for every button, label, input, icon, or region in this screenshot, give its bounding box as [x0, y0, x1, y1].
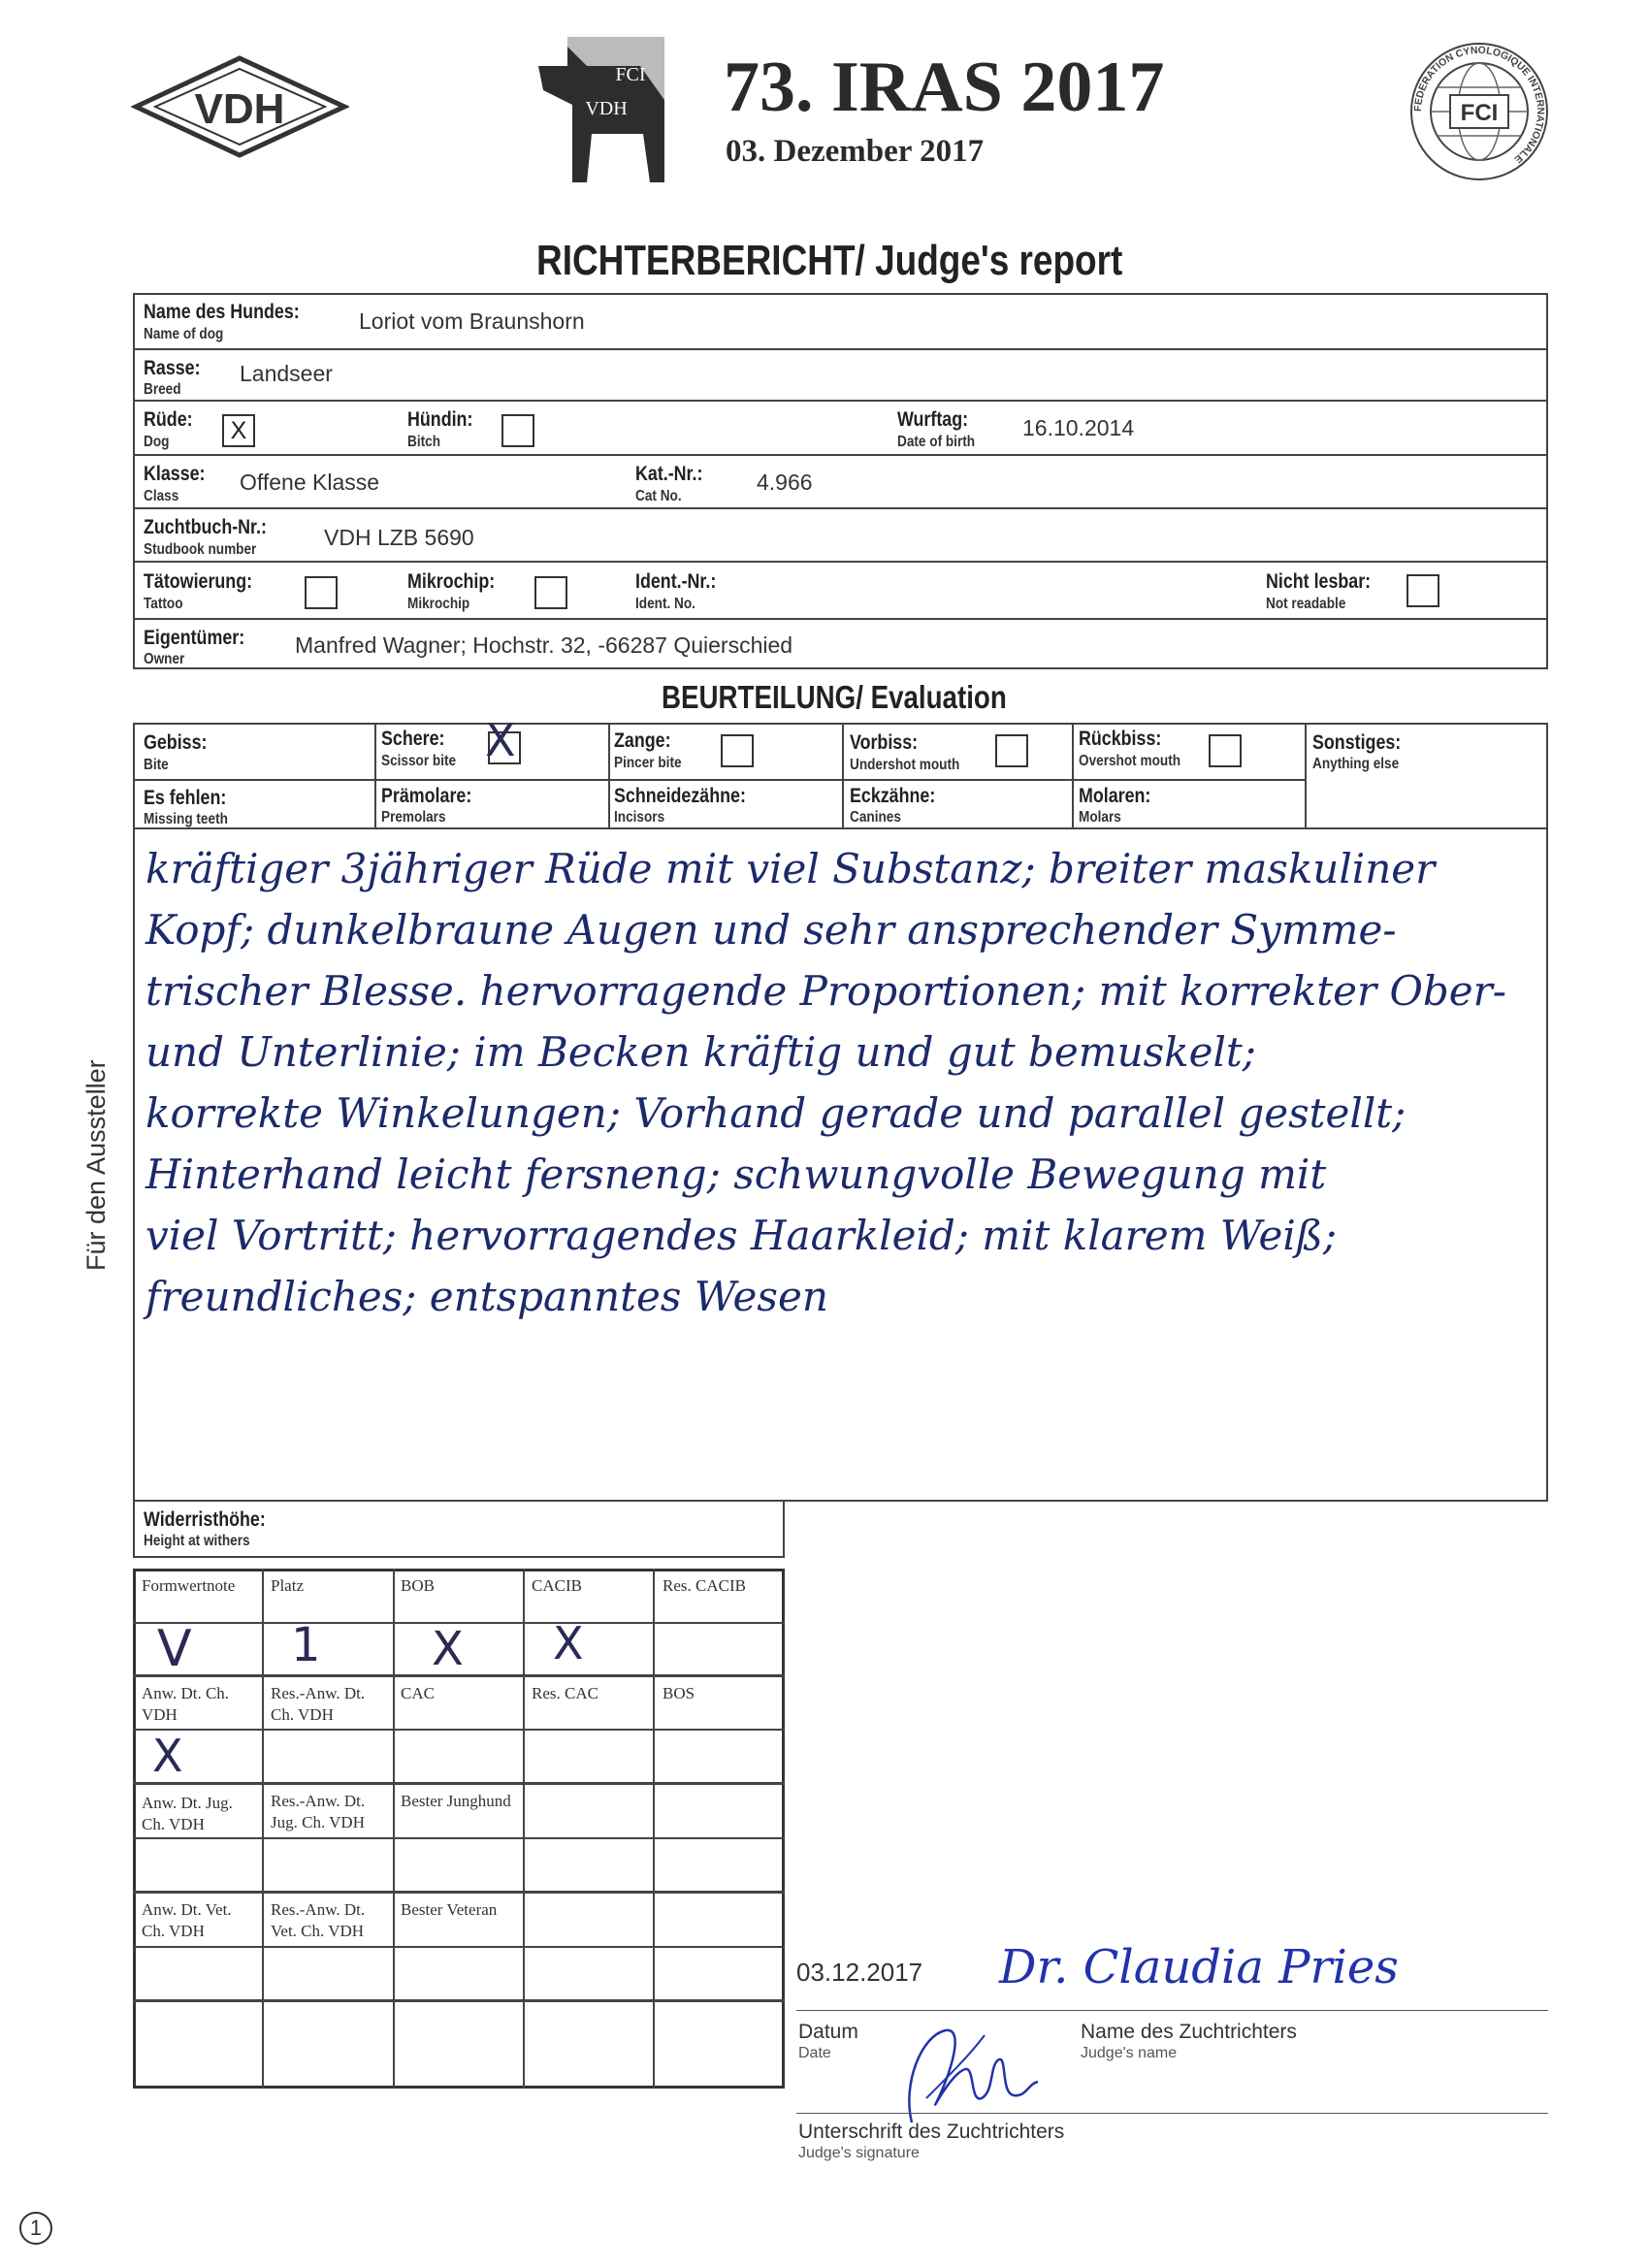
ident-number-sublabel: Ident. No.	[635, 596, 695, 612]
microchip-sublabel: Mikrochip	[407, 596, 470, 612]
evaluation-line: trischer Blesse. hervorragende Proportionen; mit korrekter Ober-	[146, 967, 1506, 1015]
grade-header-formwertnote: Formwertnote	[142, 1576, 236, 1595]
grade-header-bos: BOS	[663, 1684, 695, 1702]
pincer-bite-sublabel: Pincer bite	[614, 755, 682, 771]
male-label: Rüde:	[144, 408, 193, 431]
litter-date-value: 16.10.2014	[1022, 415, 1135, 440]
grade-header-bester-junghund: Bester Junghund	[401, 1792, 511, 1810]
date-sublabel: Date	[798, 2045, 831, 2061]
dog-name-sublabel: Name of dog	[144, 326, 224, 342]
class-label: Klasse:	[144, 463, 206, 485]
microchip-label: Mikrochip:	[407, 570, 496, 593]
not-readable-sublabel: Not readable	[1266, 596, 1346, 612]
undershot-sublabel: Undershot mouth	[850, 757, 960, 773]
evaluation-line: Kopf; dunkelbraune Augen und sehr ansprechender Symme-	[146, 906, 1397, 954]
grade-header-anw-dt-jug-ch: Anw. Dt. Jug. Ch. VDH	[142, 1794, 233, 1833]
premolars-label: Prämolare:	[381, 785, 472, 807]
breed-label: Rasse:	[144, 357, 201, 379]
molars-sublabel: Molars	[1079, 809, 1121, 826]
evaluation-line: kräftiger 3jähriger Rüde mit viel Substanz; breiter maskuliner	[146, 845, 1436, 892]
scissor-bite-sublabel: Scissor bite	[381, 753, 457, 769]
evaluation-line: Hinterhand leicht fersneng; schwungvolle Bewegung mit	[146, 1150, 1327, 1198]
grade-header-res-anw-dt-vet-ch: Res.-Anw. Dt. Vet. Ch. VDH	[271, 1900, 366, 1940]
studbook-label: Zuchtbuch-Nr.:	[144, 516, 267, 538]
grade-header-bob: BOB	[401, 1576, 435, 1595]
class-value: Offene Klasse	[240, 470, 380, 495]
vdh-logo	[131, 53, 349, 160]
female-sublabel: Bitch	[407, 434, 440, 450]
tattoo-checkbox[interactable]	[305, 576, 338, 609]
owner-sublabel: Owner	[144, 651, 185, 667]
incisors-label: Schneidezähne:	[614, 785, 746, 807]
canines-sublabel: Canines	[850, 809, 901, 826]
canines-label: Eckzähne:	[850, 785, 936, 807]
overshot-sublabel: Overshot mouth	[1079, 753, 1181, 769]
molars-label: Molaren:	[1079, 785, 1151, 807]
female-label: Hündin:	[407, 408, 473, 431]
fci-vdh-dog-logo	[529, 27, 713, 192]
litter-date-sublabel: Date of birth	[897, 434, 976, 450]
height-label: Widerristhöhe:	[144, 1508, 266, 1531]
incisors-sublabel: Incisors	[614, 809, 665, 826]
pincer-bite-checkbox[interactable]	[721, 734, 754, 767]
judge-name-sublabel: Judge's name	[1081, 2045, 1178, 2061]
studbook-value: VDH LZB 5690	[324, 525, 474, 550]
evaluation-title: BEURTEILUNG/ Evaluation	[662, 679, 1007, 715]
grade-mark-platz: 1	[291, 1618, 321, 1672]
grade-header-cacib: CACIB	[532, 1576, 582, 1595]
report-title: RICHTERBERICHT/ Judge's report	[536, 237, 1123, 284]
evaluation-text	[146, 838, 1506, 1327]
grade-mark-formwertnote: V	[157, 1620, 192, 1678]
litter-date-label: Wurftag:	[897, 408, 969, 431]
signature-sublabel: Judge's signature	[798, 2145, 920, 2161]
owner-value: Manfred Wagner; Hochstr. 32, -66287 Quierschied	[295, 632, 793, 658]
male-sublabel: Dog	[144, 434, 170, 450]
evaluation-line: und Unterlinie; im Becken kräftig und gut bemuskelt;	[146, 1028, 1256, 1076]
date-label: Datum	[798, 2021, 858, 2043]
vdh-logo-text: VDH	[194, 85, 285, 133]
evaluation-line: viel Vortritt; hervorragendes Haarkleid; mit klarem Weiß;	[146, 1212, 1338, 1259]
evaluation-line: korrekte Winkelungen; Vorhand gerade und parallel gestellt;	[146, 1089, 1406, 1137]
grade-header-res-anw-dt-ch: Res.-Anw. Dt. Ch. VDH	[271, 1684, 366, 1724]
overshot-checkbox[interactable]	[1209, 734, 1242, 767]
other-label: Sonstiges:	[1312, 731, 1402, 754]
missing-teeth-sublabel: Missing teeth	[144, 811, 228, 827]
grade-header-anw-dt-ch: Anw. Dt. Ch. VDH	[142, 1684, 230, 1724]
fci-seal	[1406, 39, 1552, 184]
grade-mark-bob: X	[432, 1622, 464, 1676]
catalog-number-label: Kat.-Nr.:	[635, 463, 703, 485]
scissor-bite-label: Schere:	[381, 728, 445, 750]
ident-number-label: Ident.-Nr.:	[635, 570, 717, 593]
breed-sublabel: Breed	[144, 381, 181, 398]
catalog-number-sublabel: Cat No.	[635, 488, 682, 504]
evaluation-line: freundliches; entspanntes Wesen	[146, 1273, 828, 1320]
female-checkbox[interactable]	[501, 414, 534, 447]
pincer-bite-label: Zange:	[614, 729, 671, 752]
not-readable-label: Nicht lesbar:	[1266, 570, 1372, 593]
grade-header-cac: CAC	[401, 1684, 435, 1702]
dog-name-value: Loriot vom Braunshorn	[359, 308, 585, 334]
overshot-label: Rückbiss:	[1079, 728, 1162, 750]
scissor-bite-mark: X	[485, 714, 516, 766]
tattoo-label: Tätowierung:	[144, 570, 253, 593]
tattoo-sublabel: Tattoo	[144, 596, 183, 612]
owner-label: Eigentümer:	[144, 627, 245, 649]
event-title: 73. IRAS 2017	[724, 48, 1165, 127]
microchip-checkbox[interactable]	[534, 576, 567, 609]
fci-seal-ring-text: FEDERATION CYNOLOGIQUE INTERNATIONALE	[1411, 44, 1547, 166]
page-number: 1	[19, 2212, 52, 2245]
fci-logo-text: FCI	[615, 64, 646, 85]
other-sublabel: Anything else	[1312, 756, 1400, 772]
judge-name-handwritten: Dr. Claudia Pries	[999, 1940, 1399, 1994]
undershot-checkbox[interactable]	[995, 734, 1028, 767]
studbook-sublabel: Studbook number	[144, 541, 257, 558]
breed-value: Landseer	[240, 361, 333, 386]
report-date-value: 03.12.2017	[796, 1958, 923, 1987]
bite-label: Gebiss:	[144, 731, 208, 754]
vdh-logo-small-text: VDH	[585, 98, 628, 119]
catalog-number-value: 4.966	[757, 470, 813, 495]
missing-teeth-label: Es fehlen:	[144, 787, 227, 809]
male-checkbox[interactable]: X	[222, 414, 255, 447]
grade-header-platz: Platz	[271, 1576, 304, 1595]
grade-header-res-cacib: Res. CACIB	[663, 1576, 746, 1595]
grade-header-res-cac: Res. CAC	[532, 1684, 598, 1702]
undershot-label: Vorbiss:	[850, 731, 919, 754]
dog-name-label: Name des Hundes:	[144, 301, 300, 323]
fci-seal-text: FCI	[1460, 100, 1499, 126]
bite-sublabel: Bite	[144, 757, 169, 773]
not-readable-checkbox[interactable]	[1406, 574, 1439, 607]
side-label-exhibitor: Für den Aussteller	[81, 1059, 111, 1271]
signature-label: Unterschrift des Zuchtrichters	[798, 2121, 1065, 2143]
grade-header-bester-veteran: Bester Veteran	[401, 1900, 498, 1919]
premolars-sublabel: Premolars	[381, 809, 446, 826]
grade-header-res-anw-dt-jug-ch: Res.-Anw. Dt. Jug. Ch. VDH	[271, 1792, 366, 1831]
judge-name-label: Name des Zuchtrichters	[1081, 2021, 1297, 2043]
grade-mark-cacib: X	[553, 1617, 584, 1669]
event-date: 03. Dezember 2017	[726, 134, 985, 169]
grade-header-anw-dt-vet-ch: Anw. Dt. Vet. Ch. VDH	[142, 1900, 232, 1940]
class-sublabel: Class	[144, 488, 179, 504]
height-sublabel: Height at withers	[144, 1533, 250, 1549]
grade-mark-anw-dt-ch: X	[152, 1730, 183, 1782]
